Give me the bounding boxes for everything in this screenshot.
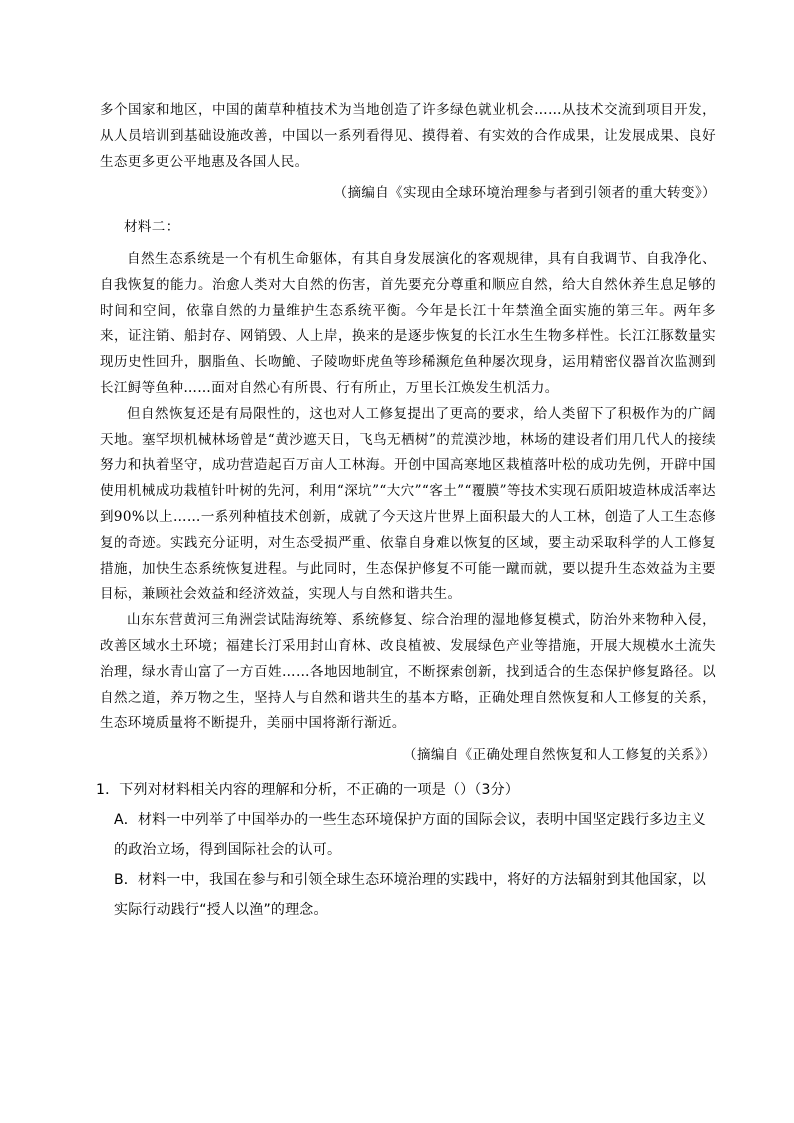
source-citation-1: （摘编自《实现由全球环境治理参与者到引领者的重大转变》）	[333, 185, 716, 202]
question-1	[96, 775, 716, 925]
source-citation-2: （摘编自《正确处理自然恢复和人工修复的关系》）	[403, 747, 716, 764]
material2-paragraph-3: 山东东营黄河三角洲尝试陆海统筹、系统修复、综合治理的湿地修复模式，防治外来物种入侵，改善区域水土环境；福建长汀采用封山育林、改良植被、发展绿色产业等措施，开展大规模水土流失治理，绿水青山富了一方百姓……各地因地制宜，不断探索创新，找到适合的生态保护修复路径。以自然之道，养万物之生，坚持人与自然和谐共生的基本方略，正确处理自然恢复和人工修复的关系，生态环境质量将不断提升，美丽中国将渐行渐近。	[100, 612, 716, 732]
material2-paragraph-1: 自然生态系统是一个有机生命躯体，有其自身发展演化的客观规律，具有自我调节、自我净化、自我恢复的能力。治愈人类对大自然的伤害，首先要充分尊重和顺应自然，给大自然休养生息足够的时间和空间，依靠自然的力量维护生态系统平衡。今年是长江十年禁渔全面实施的第三年。两年多来，证注销、船封存、网销毁、人上岸，换来的是逐步恢复的长江水生生物多样性。长江江豚数量实现历史性回升，胭脂鱼、长吻鮠、子陵吻虾虎鱼等珍稀濒危鱼种屡次现身，运用精密仪器首次监测到长江鲟等鱼种……面对自然心有所畏、行有所止，万里长江焕发生机活力。	[100, 250, 716, 396]
material1-tail-paragraph: 多个国家和地区，中国的菌草种植技术为当地创造了许多绿色就业机会……从技术交流到项目开发，从人员培训到基础设施改善，中国以一系列看得见、摸得着、有实效的合作成果，让发展成果、良好生态更多更公平地惠及各国人民。	[100, 102, 716, 170]
material2-paragraph-2: 但自然恢复还是有局限性的，这也对人工修复提出了更高的要求，给人类留下了积极作为的广阔天地。塞罕坝机械林场曾是“黄沙遮天日，飞鸟无栖树”的荒漠沙地，林场的建设者们用几代人的接续努力和执着坚守，成功营造起百万亩人工林海。开创中国高寒地区栽植落叶松的成功先例，开辟中国使用机械成功栽植针叶树的先河，利用“深坑”“大穴”“客土”“覆膜”等技术实现石质阳坡造林成活率达到90%以上……一系列种植技术创新，成就了今天这片世界上面积最大的人工林，创造了人工生态修复的奇迹。实践充分证明，对生态受损严重、依靠自身难以恢复的区域，要主动采取科学的人工修复措施，加快生态系统恢复进程。与此同时，生态保护修复不可能一蹴而就，要以提升生态效益为主要目标，兼顾社会效益和经济效益，实现人与自然和谐共生。	[100, 405, 716, 603]
option-b: B．材料一中，我国在参与和引领全球生态环境治理的实践中，将好的方法辐射到其他国家，以实际行动践行“授人以渔”的理念。	[114, 871, 707, 918]
option-a: A．材料一中列举了中国举办的一些生态环境保护方面的国际会议，表明中国坚定践行多边主义的政治立场，得到国际社会的认可。	[114, 811, 706, 858]
page-content	[96, 98, 716, 925]
material2-label: 材料二：	[124, 219, 180, 236]
question-title: 1．下列对材料相关内容的理解和分析，不正确的一项是（）（3分）	[96, 781, 520, 798]
